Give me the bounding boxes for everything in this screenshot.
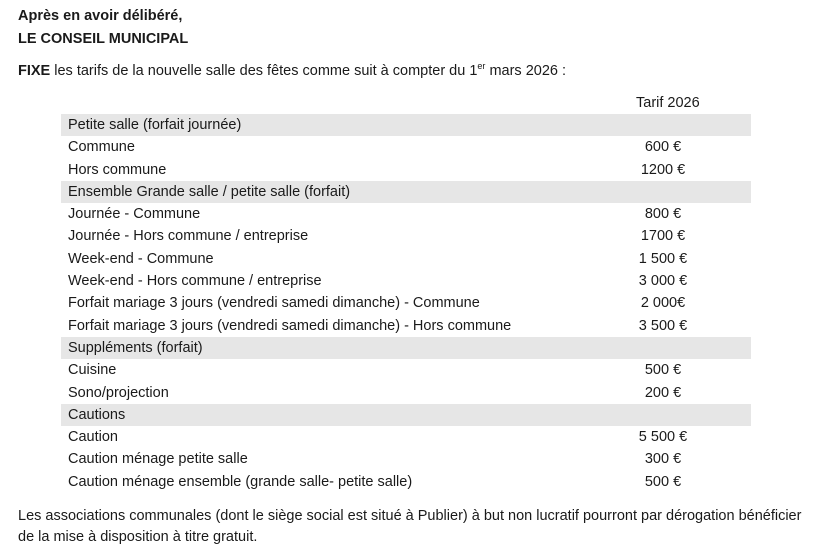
footer-paragraph: Les associations communales (dont le siège social est situé à Publier) à but non lucratif pourront par dérogation bénéficier de la mise à disposition à titre gratuit. (18, 508, 802, 545)
tariff-price: 500 € (644, 362, 682, 379)
tariff-row (61, 426, 751, 448)
tariff-label: Week-end - Hors commune / entreprise (68, 273, 322, 290)
tariff-label: Caution ménage petite salle (68, 451, 248, 468)
tariff-row (61, 159, 751, 181)
intro-superscript: er (477, 61, 486, 71)
tariff-label: Caution ménage ensemble (grande salle- petite salle) (68, 473, 413, 490)
tariff-row (61, 136, 751, 158)
section-title: Ensemble Grande salle / petite salle (forfait) (68, 183, 351, 200)
tariff-price: 300 € (644, 451, 682, 468)
tariff-label: Commune (68, 139, 135, 156)
tariff-price: 500 € (644, 473, 682, 490)
tariff-price: 3 000 € (638, 273, 688, 290)
tariff-price: 200 € (644, 384, 682, 401)
tariff-price: 800 € (644, 206, 682, 223)
intro-keyword: FIXE (18, 63, 51, 79)
intro-sentence (18, 63, 566, 79)
tariff-price: 5 500 € (638, 429, 688, 446)
tariff-label: Forfait mariage 3 jours (vendredi samedi dimanche) - Hors commune (68, 317, 512, 334)
tariff-row (61, 225, 751, 247)
section-header-row (61, 114, 751, 136)
tariff-row (61, 448, 751, 470)
tariff-row (61, 471, 751, 493)
tariff-row (61, 292, 751, 314)
tariff-price: 600 € (644, 139, 682, 156)
tariff-price: 1700 € (640, 228, 686, 245)
section-title: Suppléments (forfait) (68, 339, 203, 356)
tariff-row (61, 270, 751, 292)
tariff-label: Sono/projection (68, 384, 169, 401)
tariff-label: Week-end - Commune (68, 250, 214, 267)
tariff-label: Hors commune (68, 161, 167, 178)
tariff-price: 1200 € (640, 161, 686, 178)
tariff-row (61, 359, 751, 381)
tariff-price: 1 500 € (638, 250, 688, 267)
preamble-line-2: LE CONSEIL MUNICIPAL (18, 31, 189, 47)
tariff-row (61, 248, 751, 270)
intro-text-before: les tarifs de la nouvelle salle des fêtes comme suit à compter du 1 (54, 63, 478, 79)
section-header-row (61, 181, 751, 203)
tariff-price: 3 500 € (638, 317, 688, 334)
section-header-row (61, 404, 751, 426)
tariff-label: Journée - Commune (68, 206, 201, 223)
tariff-row (61, 203, 751, 225)
tariff-label: Forfait mariage 3 jours (vendredi samedi dimanche) - Commune (68, 295, 480, 312)
column-header-tarif: Tarif 2026 (636, 95, 700, 111)
section-title: Cautions (68, 406, 126, 423)
tariff-price: 2 000€ (640, 295, 686, 312)
intro-text-after: mars 2026 : (489, 63, 567, 79)
tariff-row (61, 315, 751, 337)
tariff-table (61, 114, 751, 493)
tariff-label: Caution (68, 429, 118, 446)
section-title: Petite salle (forfait journée) (68, 117, 242, 133)
tariff-row (61, 382, 751, 404)
tariff-label: Journée - Hors commune / entreprise (68, 228, 309, 245)
preamble-line-1: Après en avoir délibéré, (18, 8, 183, 24)
section-header-row (61, 337, 751, 359)
tariff-label: Cuisine (68, 362, 117, 379)
